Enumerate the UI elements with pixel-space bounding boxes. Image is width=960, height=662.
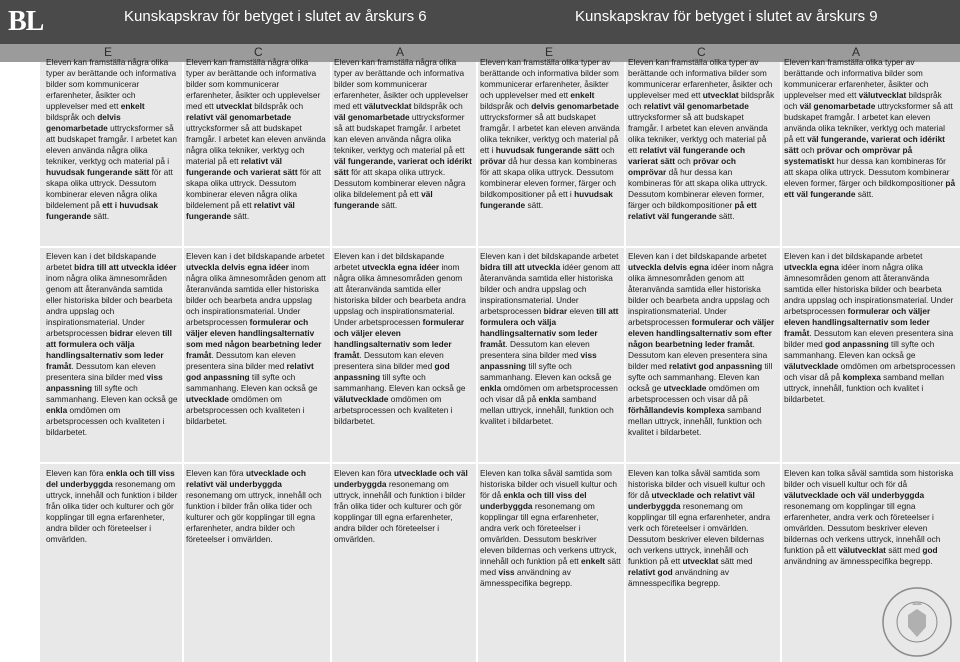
grade-label-c-6: C [254,45,264,59]
criteria-cell-a-grade-9-row-2: Eleven kan i det bildskapande arbetet utveckla egna idéer inom några olika ämnesområden genom att återanvända samtida eller historiska bilder och bearbeta andra uppslag och inspirationsmaterial. Under arbetsprocessen formulerar och väljer eleven handlingsalternativ som leder framåt. Dessutom kan eleven presentera sina bilder med god anpassning till syfte och sammanhang. Eleven kan också ge välutvecklade omdömen om arbetsprocessen och visar då på komplexa samband mellan uttryck, innehåll, funktion och kvalitet i bildarbetet. [784,251,956,404]
title-grade-6: Kunskapskrav för betyget i slutet av årskurs 6 [124,8,427,25]
criteria-cell-c-grade-9-row-3: Eleven kan tolka såväl samtida som historiska bilder och visuell kultur och för då utvecklade och relativt väl underbyggda resonemang om kopplingar till egna erfarenheter, andra verk och företeelser i omvärlden. Dessutom beskriver eleven bildernas och verkens uttryck, innehåll och funktion på ett utvecklat sätt med relativt god användning av ämnesspecifika begrepp. [628,468,771,588]
criteria-cell-e-grade-6-row-3: Eleven kan föra enkla och till viss del underbyggda resonemang om uttryck, innehåll och funktion i bilder från olika tider och kulturer och gör kopplingar till egna erfarenheter, andra bilder och företeelser i omvärlden. [46,468,178,544]
criteria-cell-c-grade-6-row-3: Eleven kan föra utvecklade och relativt väl underbyggda resonemang om uttryck, innehåll och funktion i bilder från olika tider och kulturer och gör kopplingar till egna erfarenheter, andra bilder och företeelser i omvärlden. [186,468,322,544]
column-divider [780,62,782,662]
criteria-cell-c-grade-9-row-2: Eleven kan i det bildskapande arbetet utveckla delvis egna idéer inom några olika ämnesområden genom att återanvända samtida eller historiska bilder och bearbeta andra uppslag och inspirationsmaterial. Under arbetsprocessen formulerar och väljer eleven handlingsalternativ som efter någon bearbetning leder framåt. Dessutom kan eleven presentera sina bilder med relativt god anpassning till syfte och sammanhang. Eleven kan också ge utvecklade omdömen om arbetsprocessen och visar då på förhållandevis komplexa samband mellan uttryck, innehåll, funktion och kvalitet i bildarbetet. [628,251,775,437]
column-divider [330,62,332,662]
grade-label-a-6: A [396,45,406,59]
column-divider [624,62,626,662]
column-divider [476,62,478,662]
logo: BL [8,6,44,37]
grade-label-a-9: A [852,45,862,59]
criteria-cell-a-grade-6-row-1: Eleven kan framställa några olika typer av berättande och informativa bilder som kommunicerar erfarenheter, åsikter och upplevelser med ett välutvecklat bildspråk och väl genomarbetade uttrycksformer så att budskapet framgår. I arbetet kan eleven använda några olika tekniker, verktyg och material på ett väl fungerande, varierat och idérikt sätt för att skapa olika uttryck. Dessutom kombinerar eleven några olika bildelement på ett väl fungerande sätt. [334,57,472,210]
title-grade-9: Kunskapskrav för betyget i slutet av årskurs 9 [575,8,878,25]
criteria-cell-e-grade-9-row-1: Eleven kan framställa olika typer av berättande och informativa bilder som kommunicerar erfarenheter, åsikter och upplevelser med ett enkelt bildspråk och delvis genomarbetade uttrycksformer så att budskapet framgår. I arbetet kan eleven använda olika tekniker, verktyg och material på ett i huvudsak fungerande sätt och prövar då hur dessa kan kombineras för att skapa olika uttryck. Dessutom kombinerar eleven former, färger och bildkompositioner på ett i huvudsak fungerande sätt. [480,57,620,210]
grade-label-e-6: E [104,45,114,59]
stockholms-stad-seal [880,585,954,659]
criteria-cell-c-grade-6-row-1: Eleven kan framställa några olika typer av berättande och informativa bilder som kommunicerar erfarenheter, åsikter och upplevelser med ett utvecklat bildspråk och relativt väl genomarbetade uttrycksformer så att budskapet framgår. I arbetet kan eleven använda några olika tekniker, verktyg och material på ett relativt väl fungerande och varierat sätt för att skapa olika uttryck. Dessutom kombinerar eleven några olika bildelement på ett relativt väl fungerande sätt. [186,57,326,221]
criteria-cell-e-grade-9-row-2: Eleven kan i det bildskapande arbetet bidra till att utveckla idéer genom att återanvända samtida eller historiska bilder och andra uppslag och inspirationsmaterial. Under arbetsprocessen bidrar eleven till att formulera och välja handlingsalternativ som leder framåt. Dessutom kan eleven presentera sina bilder med viss anpassning till syfte och sammanhang. Eleven kan också ge enkla omdömen om arbetsprocessen och visar då på enkla samband mellan uttryck, innehåll, funktion och kvalitet i bildarbetet. [480,251,621,426]
header-bar [0,0,960,44]
grade-label-e-9: E [545,45,555,59]
criteria-cell-e-grade-6-row-1: Eleven kan framställa några olika typer av berättande och informativa bilder som kommunicerar erfarenheter, åsikter och upplevelser med ett enkelt bildspråk och delvis genomarbetade uttrycksformer så att budskapet framgår. I arbetet kan eleven använda några olika tekniker, verktyg och material på i huvudsak fungerande sätt för att skapa olika uttryck. Dessutom kombinerar eleven några olika bildelement på ett i huvudsak fungerande sätt. [46,57,177,221]
criteria-cell-e-grade-6-row-2: Eleven kan i det bildskapande arbetet bidra till att utveckla idéer inom några olika ämnesområden genom att återanvända samtida eller historiska bilder och bearbeta andra uppslag och inspirationsmaterial. Under arbetsprocessen bidrar eleven till att formulera och välja handlingsalternativ som leder framåt. Dessutom kan eleven presentera sina bilder med viss anpassning till syfte och sammanhang. Eleven kan också ge enkla omdömen om arbetsprocessen och kvaliteten i bildarbetet. [46,251,178,437]
criteria-cell-c-grade-9-row-1: Eleven kan framställa olika typer av berättande och informativa bilder som kommunicerar erfarenheter, åsikter och upplevelser med ett utvecklat bildspråk och relativt väl genomarbetade uttrycksformer så att budskapet framgår. I arbetet kan eleven använda olika tekniker, verktyg och material på ett relativt väl fungerande och varierat sätt och prövar och omprövar då hur dessa kan kombineras för att skapa olika uttryck. Dessutom kombinerar eleven former, färger och bildkompositioner på ett relativt väl fungerande sätt. [628,57,775,221]
criteria-cell-a-grade-9-row-3: Eleven kan tolka såväl samtida som historiska bilder och visuell kultur och för då välutvecklade och väl underbyggda resonemang om kopplingar till egna erfarenheter, andra verk och företeelser i omvärlden. Dessutom beskriver eleven bildernas och verkens uttryck, innehåll och funktion på ett välutvecklat sätt med god användning av ämnesspecifika begrepp. [784,468,954,566]
criteria-cell-e-grade-9-row-3: Eleven kan tolka såväl samtida som historiska bilder och visuell kultur och för då enkla och till viss del underbyggda resonemang om kopplingar till egna erfarenheter, andra verk och företeelser i omvärlden. Dessutom beskriver eleven bildernas och verkens uttryck, innehåll och funktion på ett enkelt sätt med viss användning av ämnesspecifika begrepp. [480,468,621,588]
column-divider [182,62,184,662]
criteria-cell-a-grade-6-row-3: Eleven kan föra utvecklade och väl underbyggda resonemang om uttryck, innehåll och funktion i bilder från olika tider och kulturer och gör kopplingar till egna erfarenheter, andra bilder och företeelser i omvärlden. [334,468,468,544]
criteria-cell-a-grade-6-row-2: Eleven kan i det bildskapande arbetet utveckla egna idéer inom några olika ämnesområden genom att återanvända samtida eller historiska bilder och bearbeta andra uppslag och inspirationsmaterial. Under arbetsprocessen formulerar och väljer eleven handlingsalternativ som leder framåt. Dessutom kan eleven presentera sina bilder med god anpassning till syfte och sammanhang. Eleven kan också ge välutvecklade omdömen om arbetsprocessen och kvaliteten i bildarbetet. [334,251,466,426]
criteria-cell-a-grade-9-row-1: Eleven kan framställa olika typer av berättande och informativa bilder som kommunicerar erfarenheter, åsikter och upplevelser med ett välutvecklat bildspråk och väl genomarbetade uttrycksformer så att budskapet framgår. I arbetet kan eleven använda olika tekniker, verktyg och material på ett väl fungerande, varierat och idérikt sätt och prövar och omprövar på systematiskt hur dessa kan kombineras för att skapa olika uttryck. Dessutom kombinerar eleven former, färger och bildkompositioner på ett väl fungerande sätt. [784,57,956,199]
grade-label-c-9: C [697,45,707,59]
criteria-cell-c-grade-6-row-2: Eleven kan i det bildskapande arbetet utveckla delvis egna idéer inom några olika ämnesområden genom att återanvända samtida eller historiska bilder och bearbeta andra uppslag och inspirationsmaterial. Under arbetsprocessen formulerar och väljer eleven handlingsalternativ som med någon bearbetning leder framåt. Dessutom kan eleven presentera sina bilder med relativt god anpassning till syfte och sammanhang. Eleven kan också ge utvecklade omdömen om arbetsprocessen och kvaliteten i bildarbetet. [186,251,326,426]
